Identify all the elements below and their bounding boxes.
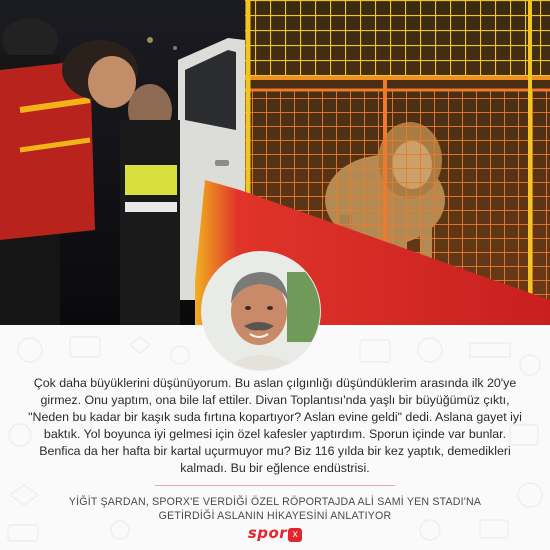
caption-line-2: GETİRDİĞİ ASLANIN HİKAYESİNİ ANLATIYOR	[158, 510, 392, 522]
sporx-logo-mark: x	[288, 528, 302, 542]
photo-caption	[30, 495, 520, 523]
sporx-logo-text: spor	[247, 524, 288, 542]
divider	[155, 485, 395, 486]
man-portrait	[202, 252, 320, 370]
interview-quote: Çok daha büyüklerini düşünüyorum. Bu aslan çılgınlığı düşündüklerim arasında ilk 20'ye girmez. Onu yaptım, ona bile laf ettiler. Divan Toplantısı'nda yaşlı bir büyüğümüz çıktı, "Neden bu kadar bir kaşık suda fırtına kopartıyor? Aslan evine geldi" dedi. Aslana gayet iyi baktık. Yol boyunca iyi gelmesi için özel kafesler yaptırdım. Sporun içinde var bunlar. Benfica da her hafta bir kartal uçurmuyor mu? Biz 116 yılda bir kez yaptık, demedikleri kalmadı. Bu bir eğlence endüstrisi.	[28, 376, 522, 475]
interviewee-avatar	[202, 252, 320, 370]
sporx-logo	[225, 524, 325, 546]
caption-line-1: YİĞİT ŞARDAN, SPORX'E VERDİĞİ ÖZEL RÖPORTAJDA ALİ SAMİ YEN STADI'NA	[68, 496, 482, 508]
